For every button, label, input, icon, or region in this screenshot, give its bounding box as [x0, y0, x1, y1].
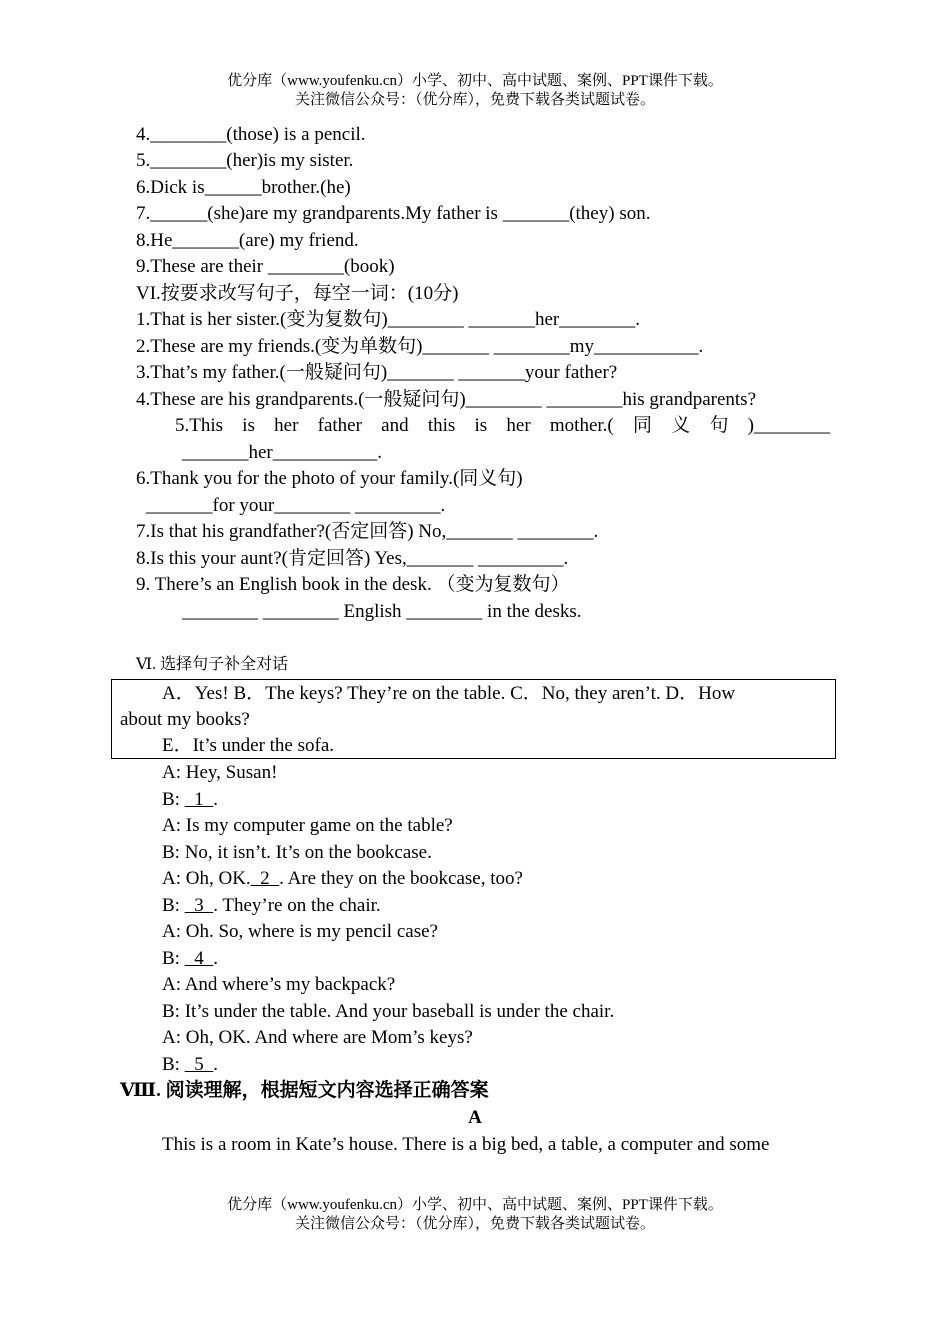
dialogue-text: Oh. So, where is my pencil case?: [185, 921, 438, 942]
speaker: B:: [162, 1054, 180, 1075]
speaker: A:: [162, 1027, 181, 1048]
speaker: A:: [162, 815, 181, 836]
answer-blank[interactable]: 4: [184, 948, 214, 969]
rewrite-item: 1.That is her sister.(变为复数句)________ _______her________.: [136, 309, 640, 330]
post-text: .: [213, 948, 218, 969]
dialogue-line: [162, 894, 381, 918]
fill-item: 4.________(those) is a pencil.: [136, 124, 366, 145]
answer-blank[interactable]: 1: [184, 789, 214, 810]
dialogue-line: [162, 1053, 218, 1077]
pre-text: Oh, OK.: [185, 868, 251, 889]
options-line-1: A．Yes! B．The keys? They’re on the table. C．No, they aren’t. D．How: [162, 683, 736, 704]
rewrite-item: ________ ________ English ________ in the desks.: [182, 601, 582, 622]
header-line-1: 优分库（www.youfenku.cn）小学、初中、高中试题、案例、PPT课件下载。: [227, 73, 723, 89]
dialogue-line: [162, 841, 432, 865]
dialogue-line: [162, 920, 438, 944]
rewrite-item: 9. There’s an English book in the desk. （变为复数句）: [136, 574, 570, 595]
dialogue-line: [162, 973, 395, 997]
rewrite-item: 4.These are his grandparents.(一般疑问句)________ ________his grandparents?: [136, 389, 756, 410]
rewrite-item: 8.Is this your aunt?(肯定回答) Yes,_______ _________.: [136, 548, 569, 569]
rewrite-item: 2.These are my friends.(变为单数句)_______ ________my___________.: [136, 336, 704, 357]
answer-blank[interactable]: 2: [250, 868, 280, 889]
post-text: .: [213, 789, 218, 810]
rewrite-item-5: [175, 414, 830, 438]
speaker: B:: [162, 789, 180, 810]
fill-item: 8.He_______(are) my friend.: [136, 230, 359, 251]
word: her: [506, 415, 531, 436]
answer-blank[interactable]: 5: [184, 1054, 214, 1075]
speaker: A:: [162, 762, 181, 783]
word: is: [474, 415, 488, 436]
word: 5.This: [175, 415, 224, 436]
dialogue-line: [162, 1026, 473, 1050]
dialogue-text: Oh, OK. And where are Mom’s keys?: [185, 1027, 473, 1048]
fill-item: 7.______(she)are my grandparents.My father is _______(they) son.: [136, 203, 651, 224]
speaker: A:: [162, 868, 181, 889]
dialogue-line: [162, 761, 277, 785]
page-footer: [0, 1196, 950, 1234]
passage-text: This is a room in Kate’s house. There is a big bed, a table, a computer and some: [162, 1134, 770, 1155]
rewrite-item: _______her___________.: [182, 442, 383, 463]
footer-line-2: 关注微信公众号：（优分库），免费下载各类试题试卷。: [294, 1216, 655, 1232]
word: and: [381, 415, 409, 436]
post-text: . They’re on the chair.: [213, 895, 381, 916]
dialogue-line: [162, 947, 218, 971]
rewrite-item: 6.Thank you for the photo of your family.(同义句): [136, 468, 523, 489]
word: mother.(: [549, 415, 614, 436]
dialogue-line: [162, 1000, 614, 1024]
footer-line-1: 优分库（www.youfenku.cn）小学、初中、高中试题、案例、PPT课件下载。: [227, 1197, 723, 1213]
rewrite-item: 3.That’s my father.(一般疑问句)_______ _______your father?: [136, 362, 618, 383]
dialogue-text: Hey, Susan!: [185, 762, 278, 783]
word: 同: [632, 415, 652, 436]
word: is: [242, 415, 255, 436]
fill-item: 9.These are their ________(book): [136, 256, 395, 277]
passage-label: A: [468, 1107, 482, 1128]
section-6-title: VI.按要求改写句子，每空一词：(10分): [136, 283, 459, 304]
options-line-3: E．It’s under the sofa.: [162, 735, 335, 756]
dialogue-line: [162, 814, 453, 838]
section-8-title: Ⅷ. 阅读理解，根据短文内容选择正确答案: [120, 1080, 489, 1101]
speaker: B:: [162, 895, 180, 916]
word: her: [274, 415, 299, 436]
dialogue-text: And where’s my backpack?: [184, 974, 396, 995]
page-header: [0, 72, 950, 110]
dialogue-text: Is my computer game on the table?: [185, 815, 453, 836]
rewrite-item: _______for your________ _________.: [146, 495, 446, 516]
word: this: [427, 415, 456, 436]
word: 句: [709, 415, 729, 436]
options-line-2: about my books?: [120, 709, 250, 730]
dialogue-line: [162, 788, 218, 812]
post-text: . Are they on the bookcase, too?: [279, 868, 523, 889]
dialogue-line: [162, 867, 523, 891]
speaker: B:: [162, 948, 180, 969]
dialogue-text: No, it isn’t. It’s on the bookcase.: [184, 842, 432, 863]
word: 义: [671, 415, 691, 436]
speaker: B:: [162, 842, 180, 863]
speaker: A:: [162, 921, 181, 942]
header-line-2: 关注微信公众号：（优分库），免费下载各类试题试卷。: [294, 92, 655, 108]
speaker: A:: [162, 974, 181, 995]
speaker: B:: [162, 1001, 180, 1022]
word: )________: [747, 415, 830, 436]
section-7-title: Ⅵ. 选择句子补全对话: [136, 656, 289, 673]
fill-item: 6.Dick is______brother.(he): [136, 177, 351, 198]
answer-blank[interactable]: 3: [184, 895, 214, 916]
post-text: .: [213, 1054, 218, 1075]
fill-item: 5.________(her)is my sister.: [136, 150, 354, 171]
dialogue-text: It’s under the table. And your baseball is under the chair.: [184, 1001, 615, 1022]
word: father: [317, 415, 362, 436]
options-box: [111, 679, 836, 759]
rewrite-item: 7.Is that his grandfather?(否定回答) No,_______ ________.: [136, 521, 599, 542]
